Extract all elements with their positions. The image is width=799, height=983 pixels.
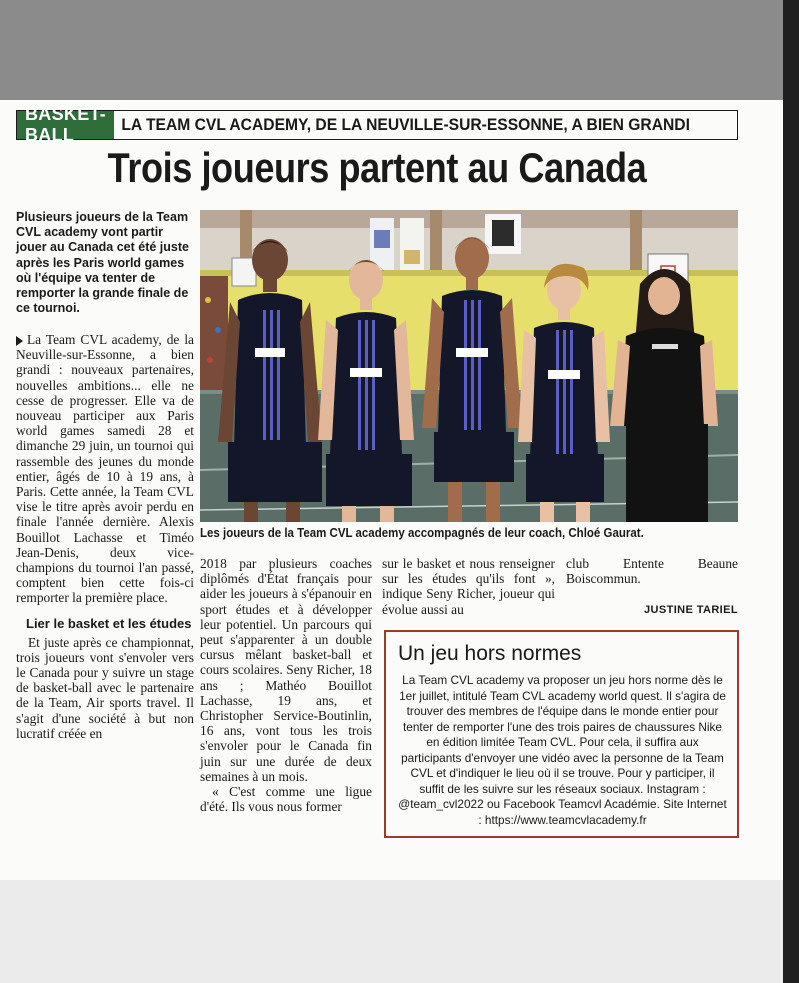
article-paragraph: sur le basket et nous renseigner sur les études qu'ils font », indique Seny Richer, joueur qui évolue aussi au <box>382 556 555 617</box>
section-kicker <box>16 104 738 145</box>
article-column-4 <box>566 556 738 586</box>
article-column-2 <box>200 556 372 814</box>
right-dark-strip <box>783 0 799 983</box>
team-photo <box>200 210 738 522</box>
article-subheading: Lier le basket et les études <box>26 615 192 631</box>
author-byline: JUSTINE TARIEL <box>643 604 738 616</box>
article-column-1 <box>16 332 194 741</box>
article-paragraph: 2018 par plusieurs coaches diplômés d'État français pour aider les joueurs à s'épanouir en sport études et à développer leur potentiel. Un parcours qui peut s'apparenter à un double cursus mêlant basket-ball et cours scolaires. Seny Richer, 18 ans ; Mathéo Bouillot Lachasse, 19 ans, et Christopher Service-Boutinlin, 16 ans, vont tous les trois s'envoler pour le Canada fin juin sur une durée de deux semaines à un mois. <box>200 556 372 784</box>
top-gray-band <box>0 0 799 100</box>
article-paragraph: « C'est comme une ligue d'été. Ils vous nous former <box>200 784 372 815</box>
sidebar-box <box>384 630 739 838</box>
article-paragraph: La Team CVL academy, de la Neuville-sur-Essonne, a bien grandi : nouveaux partenaires, nouvelles ambitions... elle ne cesse de progresser. Elle va de nouveau participer aux Paris world games samedi 28 et dimanche 29 juin, un tournoi qui rassemble des jeunes du monde entier, âgés de 10 à 19 ans, à Paris. Cette année, la Team CVL vise le titre après avoir perdu en finale l'année dernière. Alexis Bouillot Lachasse et Timéo Jean-Denis, deux vice-champions du tournoi l'an passé, comptent bien cette fois-ci remporter la première place. <box>16 332 194 606</box>
box-body: La Team CVL academy va proposer un jeu hors norme dès le 1er juillet, intitulé Team CVL academy world quest. Il s'agira de trouver des membres de l'équipe dans le monde entier pour tenter de remporter l'une des trois paires de chaussures Nike en édition limitée Team CVL. Pour cela, il suffira aux participants d'envoyer une vidéo avec la personne de la Team CVL et d'indiquer le lieu où il se trouve. Pour y participer, il suffit de les suivre sur les réseaux sociaux. Instagram : @team_cvl2022 ou Facebook Teamcvl Académie. Site Internet : https://www.teamcvlacademy.fr <box>398 673 727 827</box>
article-headline: Trois joueurs partent au Canada <box>107 144 647 191</box>
kicker-subtitle: LA TEAM CVL ACADEMY, DE LA NEUVILLE-SUR-ESSONNE, A BIEN GRANDI <box>121 115 691 134</box>
bottom-gray-band <box>0 880 783 983</box>
photo-caption: Les joueurs de la Team CVL academy accompagnés de leur coach, Chloé Gaurat. <box>200 526 644 540</box>
section-tag: BASKET-BALL <box>17 111 114 139</box>
article-paragraph: Et juste après ce championnat, trois joueurs vont s'envoler vers le Canada pour y suivre un stage de basket-ball avec le partenaire de la Team, Air sports travel. Il s'agit d'une société à but non lucratif créée en <box>16 634 194 741</box>
box-title: Un jeu hors normes <box>398 642 582 665</box>
paragraph-marker-icon <box>16 336 23 346</box>
article-paragraph: club Entente Beaune Boiscommun. <box>566 556 738 587</box>
team-photo-illustration <box>200 210 738 522</box>
article-column-3 <box>382 556 555 617</box>
article-lead: Plusieurs joueurs de la Team CVL academy vont partir jouer au Canada cet été juste après les Paris world games où l'équipe va tenter de remporter la grande finale de ce tournoi. <box>16 210 189 316</box>
